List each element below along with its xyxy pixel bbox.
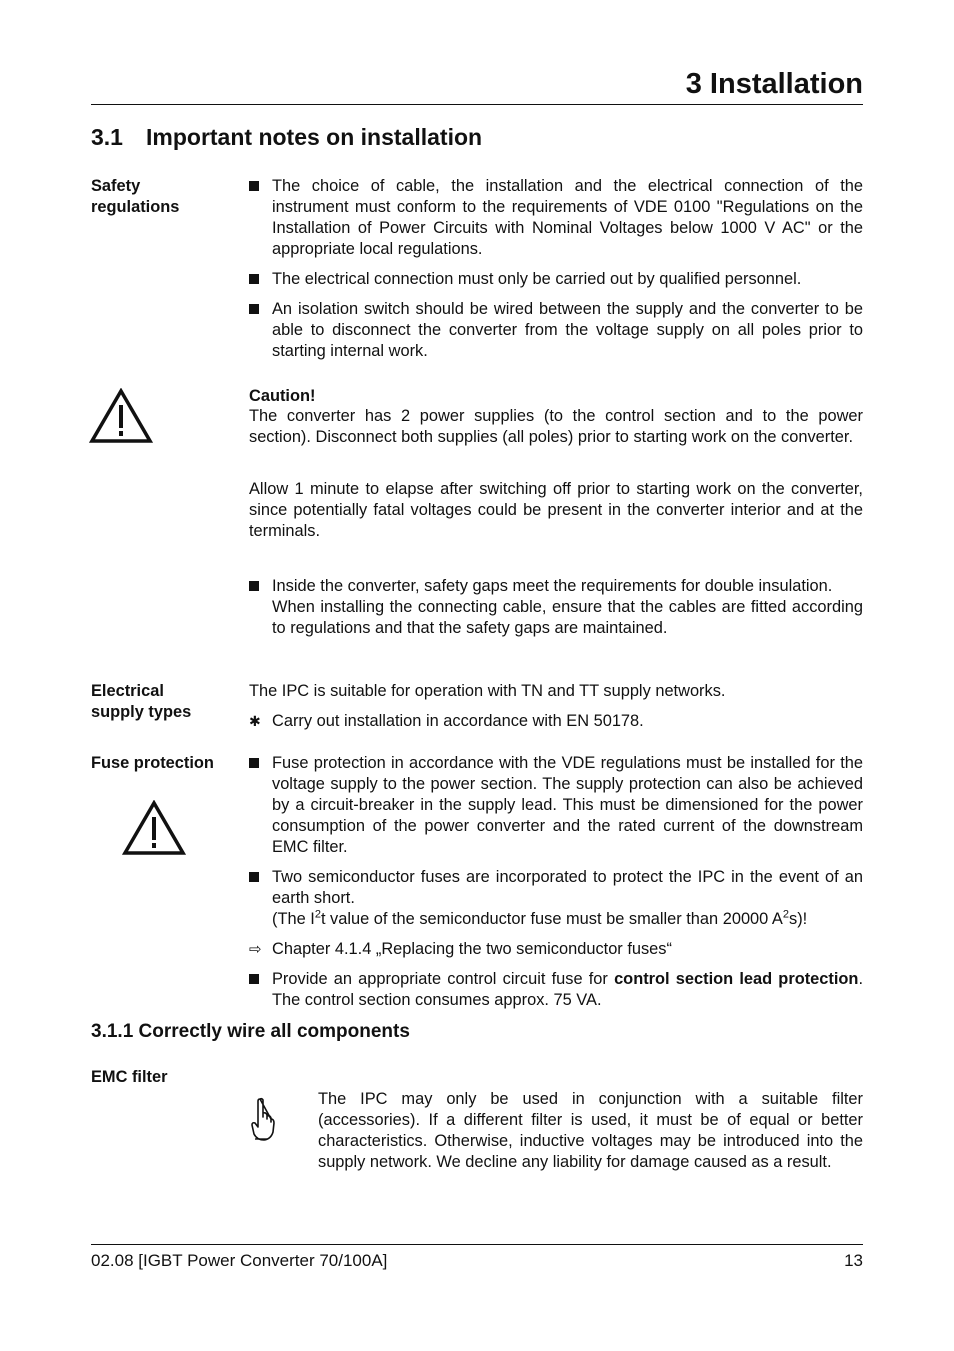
emc-text: The IPC may only be used in conjunction with a suitable filter (accessories). If a different filter is used, it must be of equal or better characteristics. Otherwise, inductive voltages may be introduced into the supply network. We decline any liability for damage caused as a result. [318, 1090, 863, 1171]
electrical-label: Electrical supply types [91, 682, 192, 721]
fuse-reference-text[interactable]: Chapter 4.1.4 „Replacing the two semiconductor fuses“ [272, 940, 672, 958]
safety-label: Safety regulations [91, 177, 180, 216]
arrow-right-icon: ⇨ [249, 941, 262, 958]
bullet-square-icon [249, 576, 269, 597]
bullet-text: Fuse protection in accordance with the VDE regulations must be installed for the voltage supply to the power section. The supply protection can also be achieved by a circuit-breaker in the supply lead. This must be dimensioned for the power consumption of the power converter and the rated current of the downstream EMC filter. [272, 754, 863, 856]
insulation-line-2: When installing the connecting cable, ensure that the cables are fitted according to regulations and that the safety gaps are maintained. [272, 598, 863, 637]
emc-label: EMC filter [91, 1068, 168, 1086]
fuse-bullet-1 [249, 753, 863, 858]
bullet-square-icon [249, 176, 269, 197]
fuse-label: Fuse protection [91, 754, 214, 772]
warning-triangle-icon [89, 388, 153, 444]
subsection-heading [91, 1019, 410, 1045]
insulation-bullet [249, 576, 863, 639]
bullet-square-icon [249, 867, 269, 888]
subsection-number: 3.1.1 [91, 1021, 134, 1042]
bullet-square-icon [249, 969, 269, 990]
bullet-text: The choice of cable, the installation and the electrical connection of the instrument must conform to the requirements of VDE 0100 "Regulations on the Installation of Power Circuits with Nominal Voltages below 1000 V AC" or the appropriate local regulations. [272, 177, 863, 258]
safety-bullet-2 [249, 269, 863, 290]
warning-triangle-icon [122, 800, 186, 856]
fuse-bullet-3: Provide an appropriate control circuit fuse for control section lead protection. The control section consumes approx. 75 VA. [249, 969, 863, 1011]
asterisk-icon: ✱ [249, 713, 261, 729]
safety-bullet-3 [249, 299, 863, 362]
section-heading [91, 122, 482, 152]
footer-rule [91, 1244, 863, 1245]
fuse-bullet-2-line-1: Two semiconductor fuses are incorporated to protect the IPC in the event of an earth short. [272, 868, 863, 907]
section-title: Important notes on installation [146, 124, 483, 150]
fuse-bullet-2 [249, 867, 863, 930]
header-rule [91, 104, 863, 105]
electrical-text: The IPC is suitable for operation with TN and TT supply networks. [249, 682, 726, 700]
bullet-square-icon [249, 753, 269, 774]
caution-title: Caution! [249, 387, 316, 405]
chapter-title: 3 Installation [685, 68, 863, 100]
bullet-square-icon [249, 299, 269, 320]
fuse-reference [249, 939, 863, 960]
pointing-hand-icon [249, 1097, 275, 1143]
bullet-text: An isolation switch should be wired between the supply and the converter to be able to disconnect the converter from the voltage supply on all poles prior to starting internal work. [272, 300, 863, 360]
insulation-line-1: Inside the converter, safety gaps meet the requirements for double insulation. [272, 577, 833, 595]
electrical-note-text: Carry out installation in accordance with EN 50178. [272, 712, 644, 730]
safety-bullet-1 [249, 176, 863, 260]
page-number: 13 [844, 1251, 863, 1270]
subsection-title: Correctly wire all components [138, 1021, 410, 1042]
bullet-text: The electrical connection must only be carried out by qualified personnel. [272, 270, 802, 288]
fuse-bullet-2-line-2: (The $I^2t$ value of the semiconductor fuse must be smaller than 20000 $A^2s$)! [272, 908, 808, 928]
bullet-square-icon [249, 269, 269, 290]
section-number: 3.1 [91, 124, 123, 150]
caution-text-2: Allow 1 minute to elapse after switching off prior to starting work on the converter, since potentially fatal voltages could be present in the converter interior and at the terminals. [249, 480, 863, 540]
electrical-note [249, 711, 863, 732]
footer-text: 02.08 [IGBT Power Converter 70/100A] [91, 1251, 388, 1270]
caution-text-1: The converter has 2 power supplies (to the control section and to the power section). Disconnect both supplies (all poles) prior to starting work on the converter. [249, 407, 863, 446]
